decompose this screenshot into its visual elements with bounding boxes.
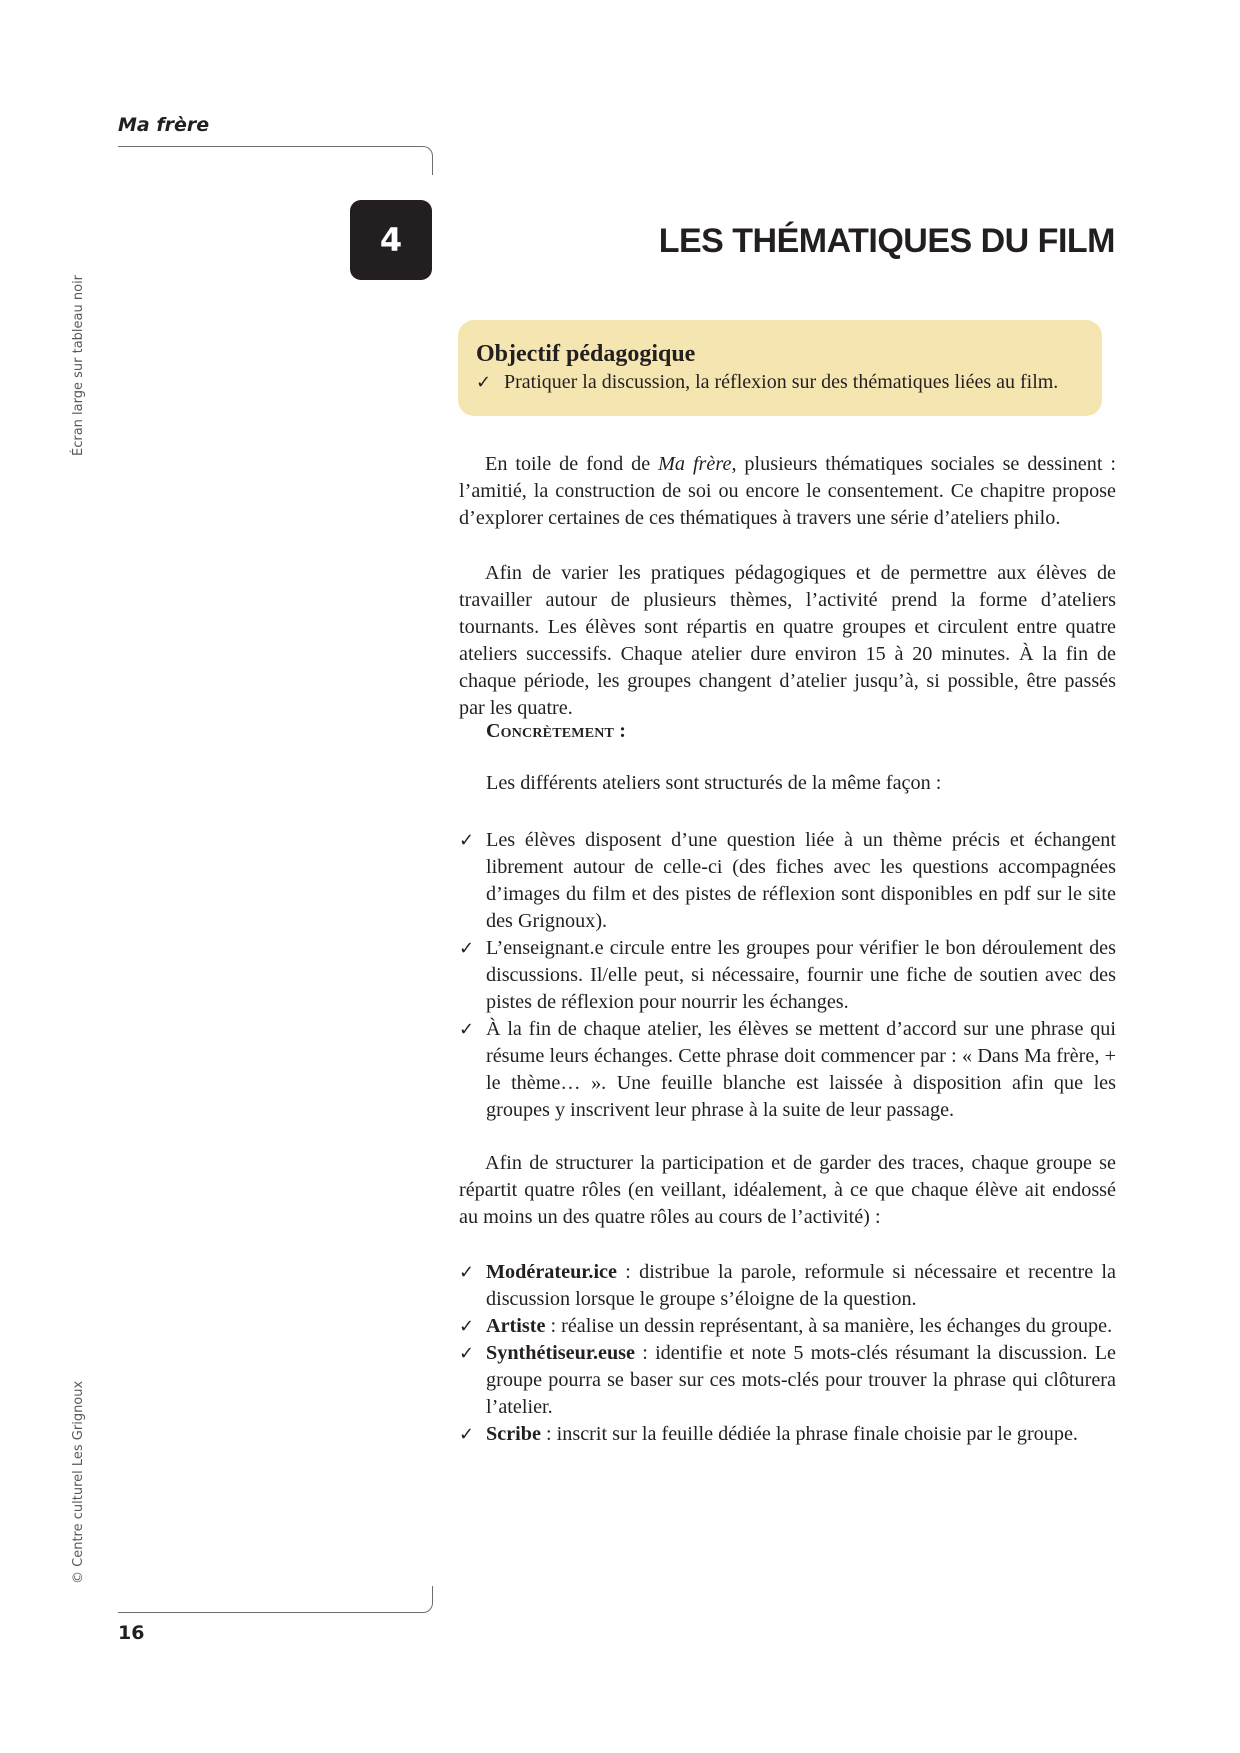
objective-title: Objectif pédagogique	[476, 341, 696, 367]
checkmark-icon: ✓	[459, 1343, 475, 1364]
list-item	[459, 1421, 1116, 1448]
role-name: Artiste	[486, 1315, 546, 1337]
intro-paragraph	[459, 451, 1116, 532]
checkmark-icon: ✓	[459, 1262, 475, 1283]
checkmark-icon: ✓	[459, 1316, 475, 1337]
footer-rule	[118, 1586, 433, 1613]
list-item	[459, 1259, 1116, 1313]
sub-heading-concretement: Concrètement :	[486, 720, 627, 742]
objective-item	[476, 368, 1102, 397]
checkmark-icon: ✓	[459, 1019, 475, 1040]
checkmark-icon: ✓	[459, 830, 475, 851]
roles-paragraph	[459, 1150, 1116, 1231]
list-item	[459, 935, 1116, 1016]
chapter-number-badge	[350, 200, 432, 280]
checkmark-icon: ✓	[476, 372, 492, 393]
list-item	[459, 827, 1116, 935]
page-number: 16	[118, 1622, 145, 1644]
side-label-copyright: © Centre culturel Les Grignoux	[71, 1380, 86, 1584]
checkmark-icon: ✓	[459, 938, 475, 959]
role-name: Scribe	[486, 1423, 541, 1445]
running-title: Ma frère	[118, 114, 210, 136]
list-item	[459, 1313, 1116, 1340]
method-paragraph	[459, 560, 1116, 722]
chapter-title: LES THÉMATIQUES DU FILM	[658, 222, 1115, 260]
chapter-number: 4	[379, 221, 403, 259]
header-rule	[118, 146, 433, 175]
steps-list	[459, 827, 1116, 1124]
method-paragraph-text: Afin de varier les pratiques pédagogiques et de permettre aux élèves de travailler autour de plusieurs thèmes, l’activité prend la forme d’ateliers tournants. Les élèves sont répartis en quatre groupes et circulent entre quatre ateliers successifs. Chaque atelier dure environ 15 à 20 minutes. À la fin de chaque période, les groupes changent d’atelier jusqu’à, si possible, être passés par les quatre.	[459, 562, 1116, 719]
role-name: Modérateur.ice	[486, 1261, 617, 1283]
roles-list	[459, 1259, 1116, 1448]
list-item-text: L’enseignant.e circule entre les groupes pour vérifier le bon déroulement des discussions. Il/elle peut, si nécessaire, fournir une fiche de soutien avec des pistes de réflexion pour nourrir les échanges.	[486, 937, 1116, 1013]
role-description: : identifie et note 5 mots-clés résumant la discussion. Le groupe pourra se baser sur ces mots-clés pour trouver la phrase qui clôturera l’atelier.	[486, 1342, 1116, 1418]
text-run: En toile de fond de	[485, 453, 659, 475]
roles-paragraph-text: Afin de structurer la participation et de garder des traces, chaque groupe se répartit quatre rôles (en veillant, idéalement, à ce que chaque élève ait endossé au moins un des quatre rôles au cours de l’activité) :	[459, 1152, 1116, 1228]
list-item-text: À la fin de chaque atelier, les élèves se mettent d’accord sur une phrase qui résume leurs échanges. Cette phrase doit commencer par : « Dans Ma frère, + le thème… ». Une feuille blanche est laissée à disposition afin que les groupes y inscrivent leur phrase à la suite de leur passage.	[486, 1018, 1116, 1121]
text-run: , plusieurs thématiques sociales se dessinent : l’amitié, la construction de soi ou encore le consentement. Ce chapitre propose d’explorer certaines de ces thématiques à travers une série d’ateliers philo.	[459, 453, 1116, 529]
list-item	[459, 1016, 1116, 1124]
side-label-collection: Écran large sur tableau noir	[71, 274, 86, 456]
objective-item-text: Pratiquer la discussion, la réflexion sur des thématiques liées au film.	[504, 371, 1059, 393]
role-description: : réalise un dessin représentant, à sa manière, les échanges du groupe.	[545, 1315, 1113, 1337]
checkmark-icon: ✓	[459, 1424, 475, 1445]
list-item	[459, 1340, 1116, 1421]
objective-box	[458, 320, 1102, 416]
steps-intro: Les différents ateliers sont structurés de la même façon :	[486, 772, 942, 794]
role-description: : inscrit sur la feuille dédiée la phrase finale choisie par le groupe.	[540, 1423, 1078, 1445]
role-name: Synthétiseur.euse	[486, 1342, 635, 1364]
list-item-text: Les élèves disposent d’une question liée à un thème précis et échangent librement autour de celle-ci (des fiches avec les questions accompagnées d’images du film et des pistes de réflexion sont disponibles en pdf sur le site des Grignoux).	[486, 829, 1116, 932]
film-title-italic: Ma frère	[658, 453, 732, 475]
role-description: : distribue la parole, reformule si nécessaire et recentre la discussion lorsque le groupe s’éloigne de la question.	[486, 1261, 1116, 1310]
